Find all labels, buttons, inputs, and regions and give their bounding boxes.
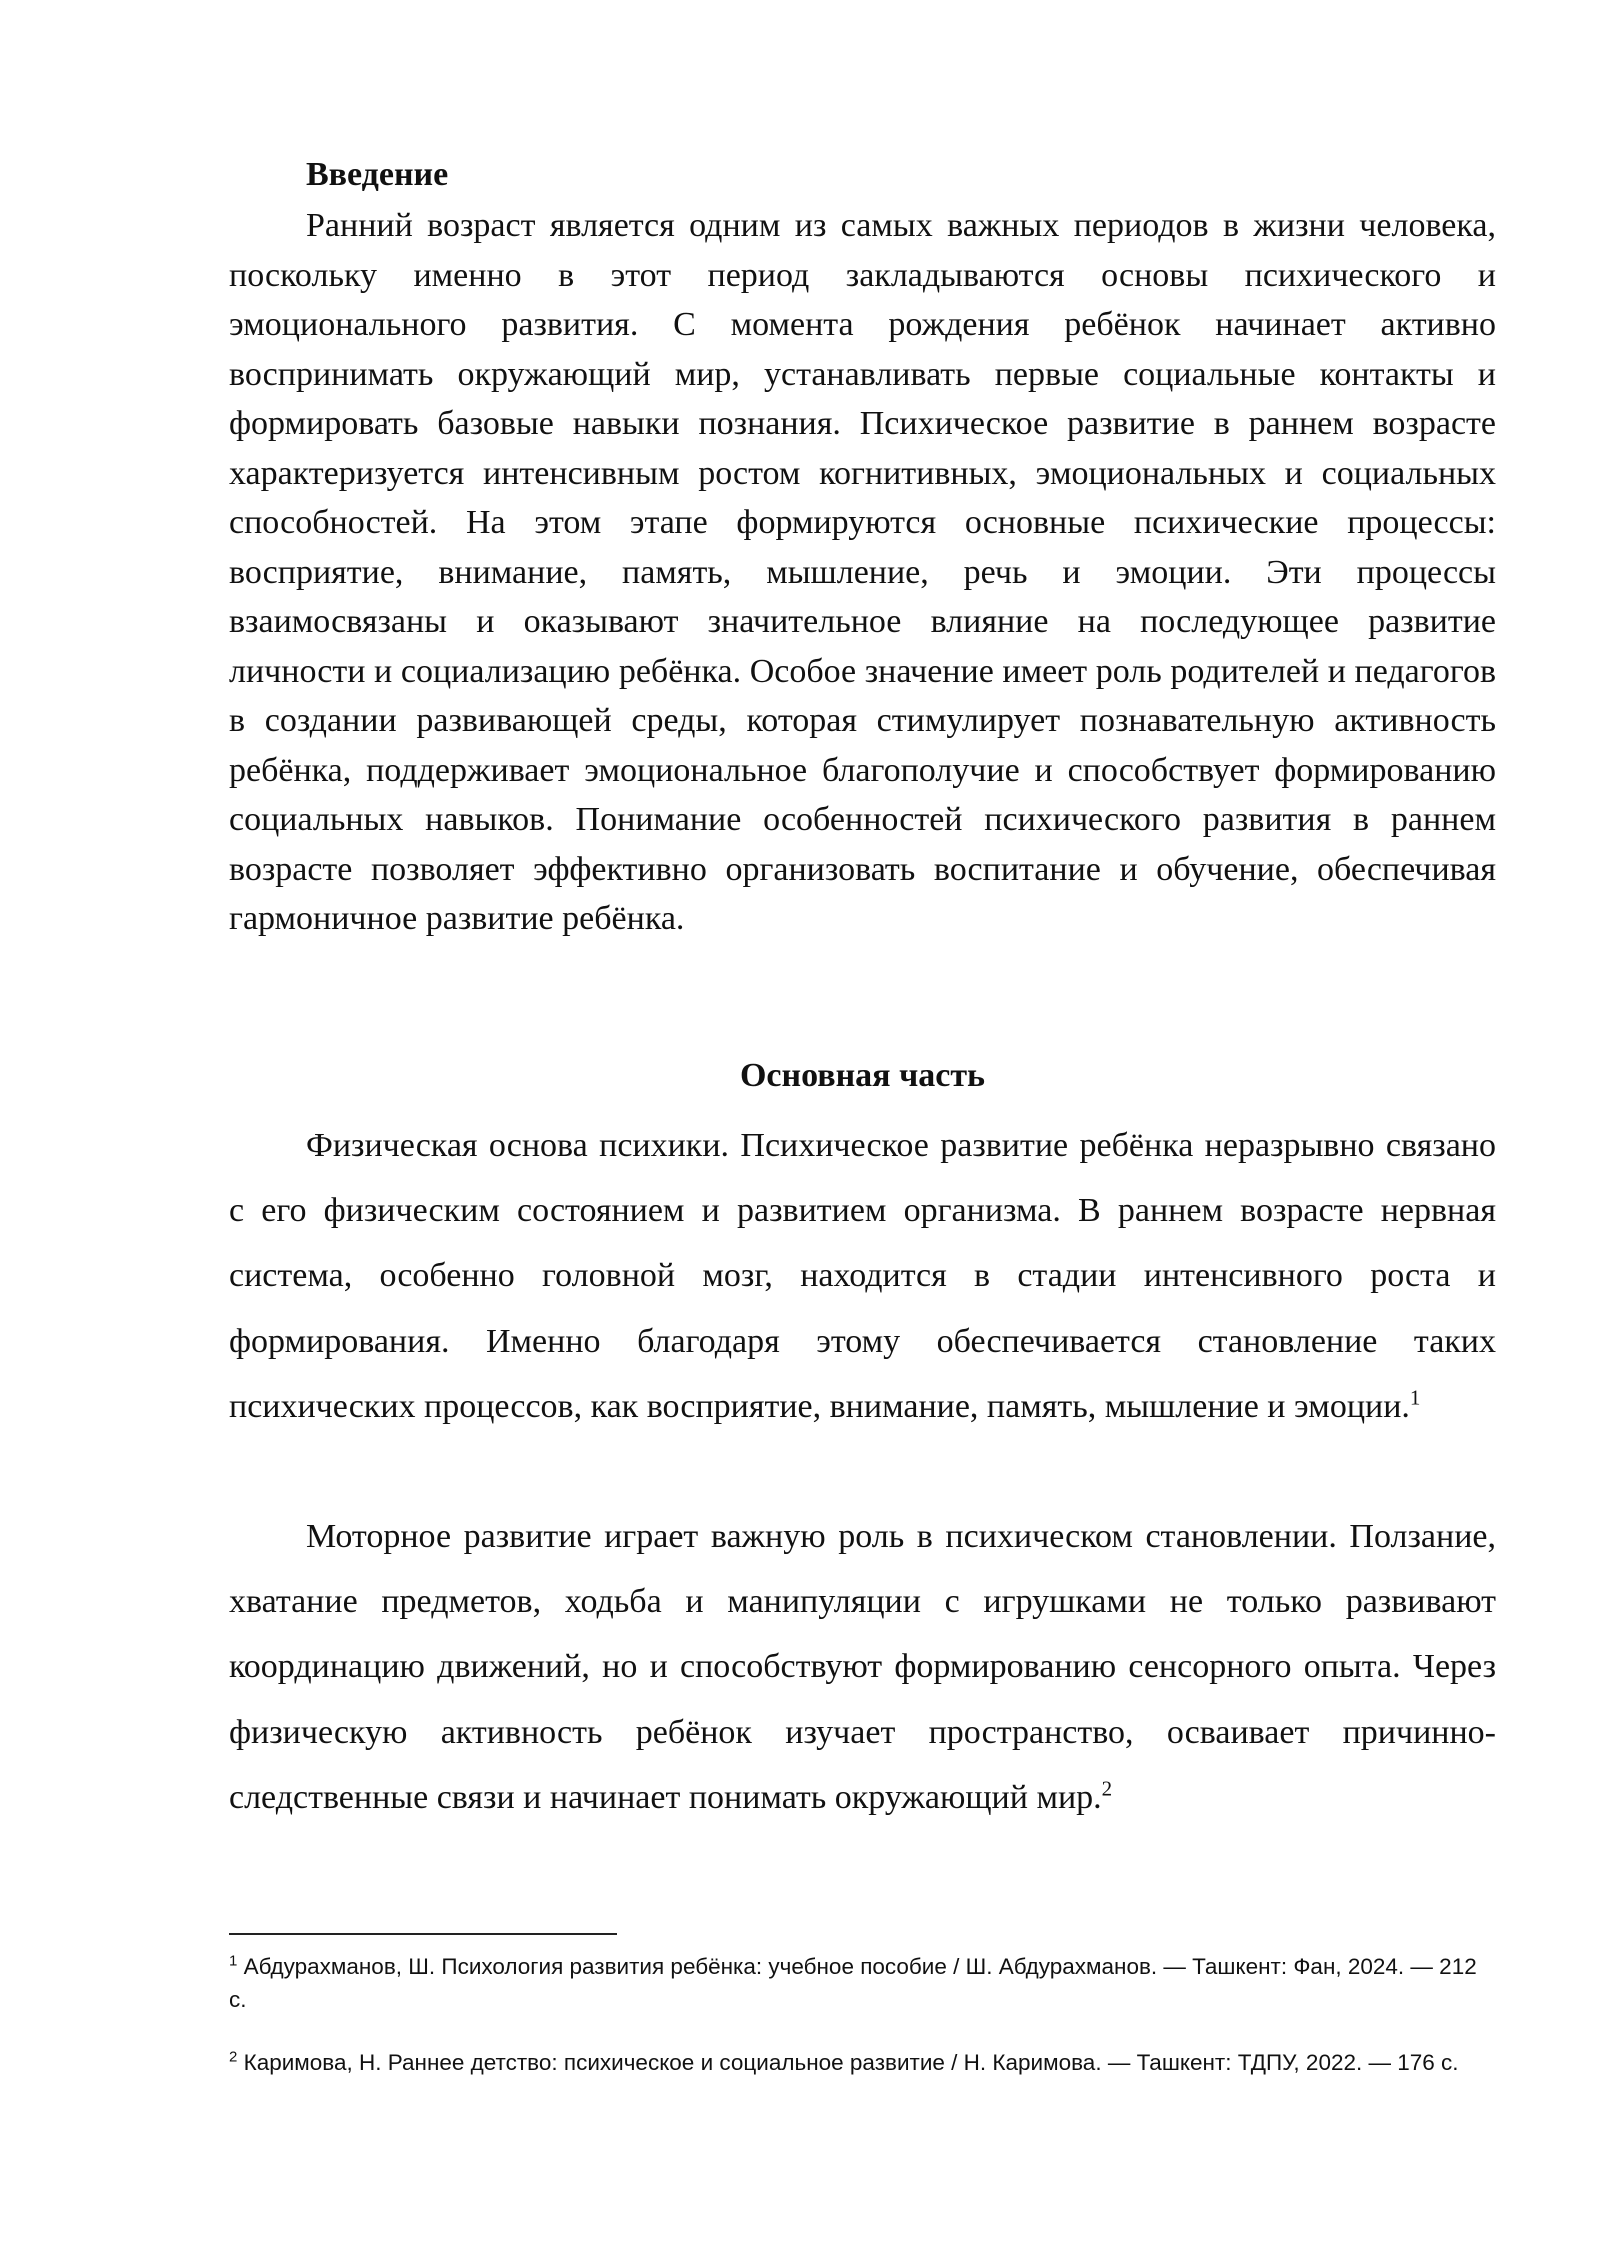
footnote-2-text: Каримова, Н. Раннее детство: психическое и социальное развитие / Н. Каримова. — Ташкент: ТДПУ, 2022. — 176 с. xyxy=(243,2050,1459,2075)
footnote-2 xyxy=(229,2046,1496,2079)
footnote-separator xyxy=(229,1933,617,1935)
footnote-1-number: 1 xyxy=(229,1952,238,1970)
footnote-2-number: 2 xyxy=(229,2048,238,2066)
footnote-1-text: Абдурахманов, Ш. Психология развития ребёнка: учебное пособие / Ш. Абдурахманов. — Ташкент: Фан, 2024. — 212 с. xyxy=(229,1954,1477,2012)
main-paragraph-2-text: Моторное развитие играет важную роль в психическом становлении. Ползание, хватание предметов, ходьба и манипуляции с игрушками не только развивают координацию движений, но и способствуют формированию сенсорного опыта. Через физическую активность ребёнок изучает пространство, осваивает причинно-следственные связи и начинает понимать окружающий мир. xyxy=(229,1518,1496,1816)
footnote-1 xyxy=(229,1950,1496,2016)
intro-paragraph: Ранний возраст является одним из самых важных периодов в жизни человека, поскольку именно в этот период закладываются основы психического и эмоционального развития. С момента рождения ребёнок начинает активно воспринимать окружающий мир, устанавливать первые социальные контакты и формировать базовые навыки познания. Психическое развитие в раннем возрасте характеризуется интенсивным ростом когнитивных, эмоциональных и социальных способностей. На этом этапе формируются основные психические процессы: восприятие, внимание, память, мышление, речь и эмоции. Эти процессы взаимосвязаны и оказывают значительное влияние на последующее развитие личности и социализацию ребёнка. Особое значение имеет роль родителей и педагогов в создании развивающей среды, которая стимулирует познавательную активность ребёнка, поддерживает эмоциональное благополучие и способствует формированию социальных навыков. Понимание особенностей психического развития в раннем возрасте позволяет эффективно организовать воспитание и обучение, обеспечивая гармоничное развитие ребёнка. xyxy=(229,207,1496,937)
footnote-ref-1[interactable]: 1 xyxy=(1409,1385,1421,1410)
intro-heading: Введение xyxy=(306,156,449,193)
main-paragraph-2 xyxy=(229,1504,1496,1830)
main-section-heading: Основная часть xyxy=(739,1057,986,1094)
main-paragraph-1 xyxy=(229,1113,1496,1439)
main-paragraph-1-text: Физическая основа психики. Психическое развитие ребёнка неразрывно связано с его физическим состоянием и развитием организма. В раннем возрасте нервная система, особенно головной мозг, находится в стадии интенсивного роста и формирования. Именно благодаря этому обеспечивается становление таких психических процессов, как восприятие, внимание, память, мышление и эмоции. xyxy=(229,1127,1496,1425)
footnote-ref-2[interactable]: 2 xyxy=(1101,1776,1113,1801)
